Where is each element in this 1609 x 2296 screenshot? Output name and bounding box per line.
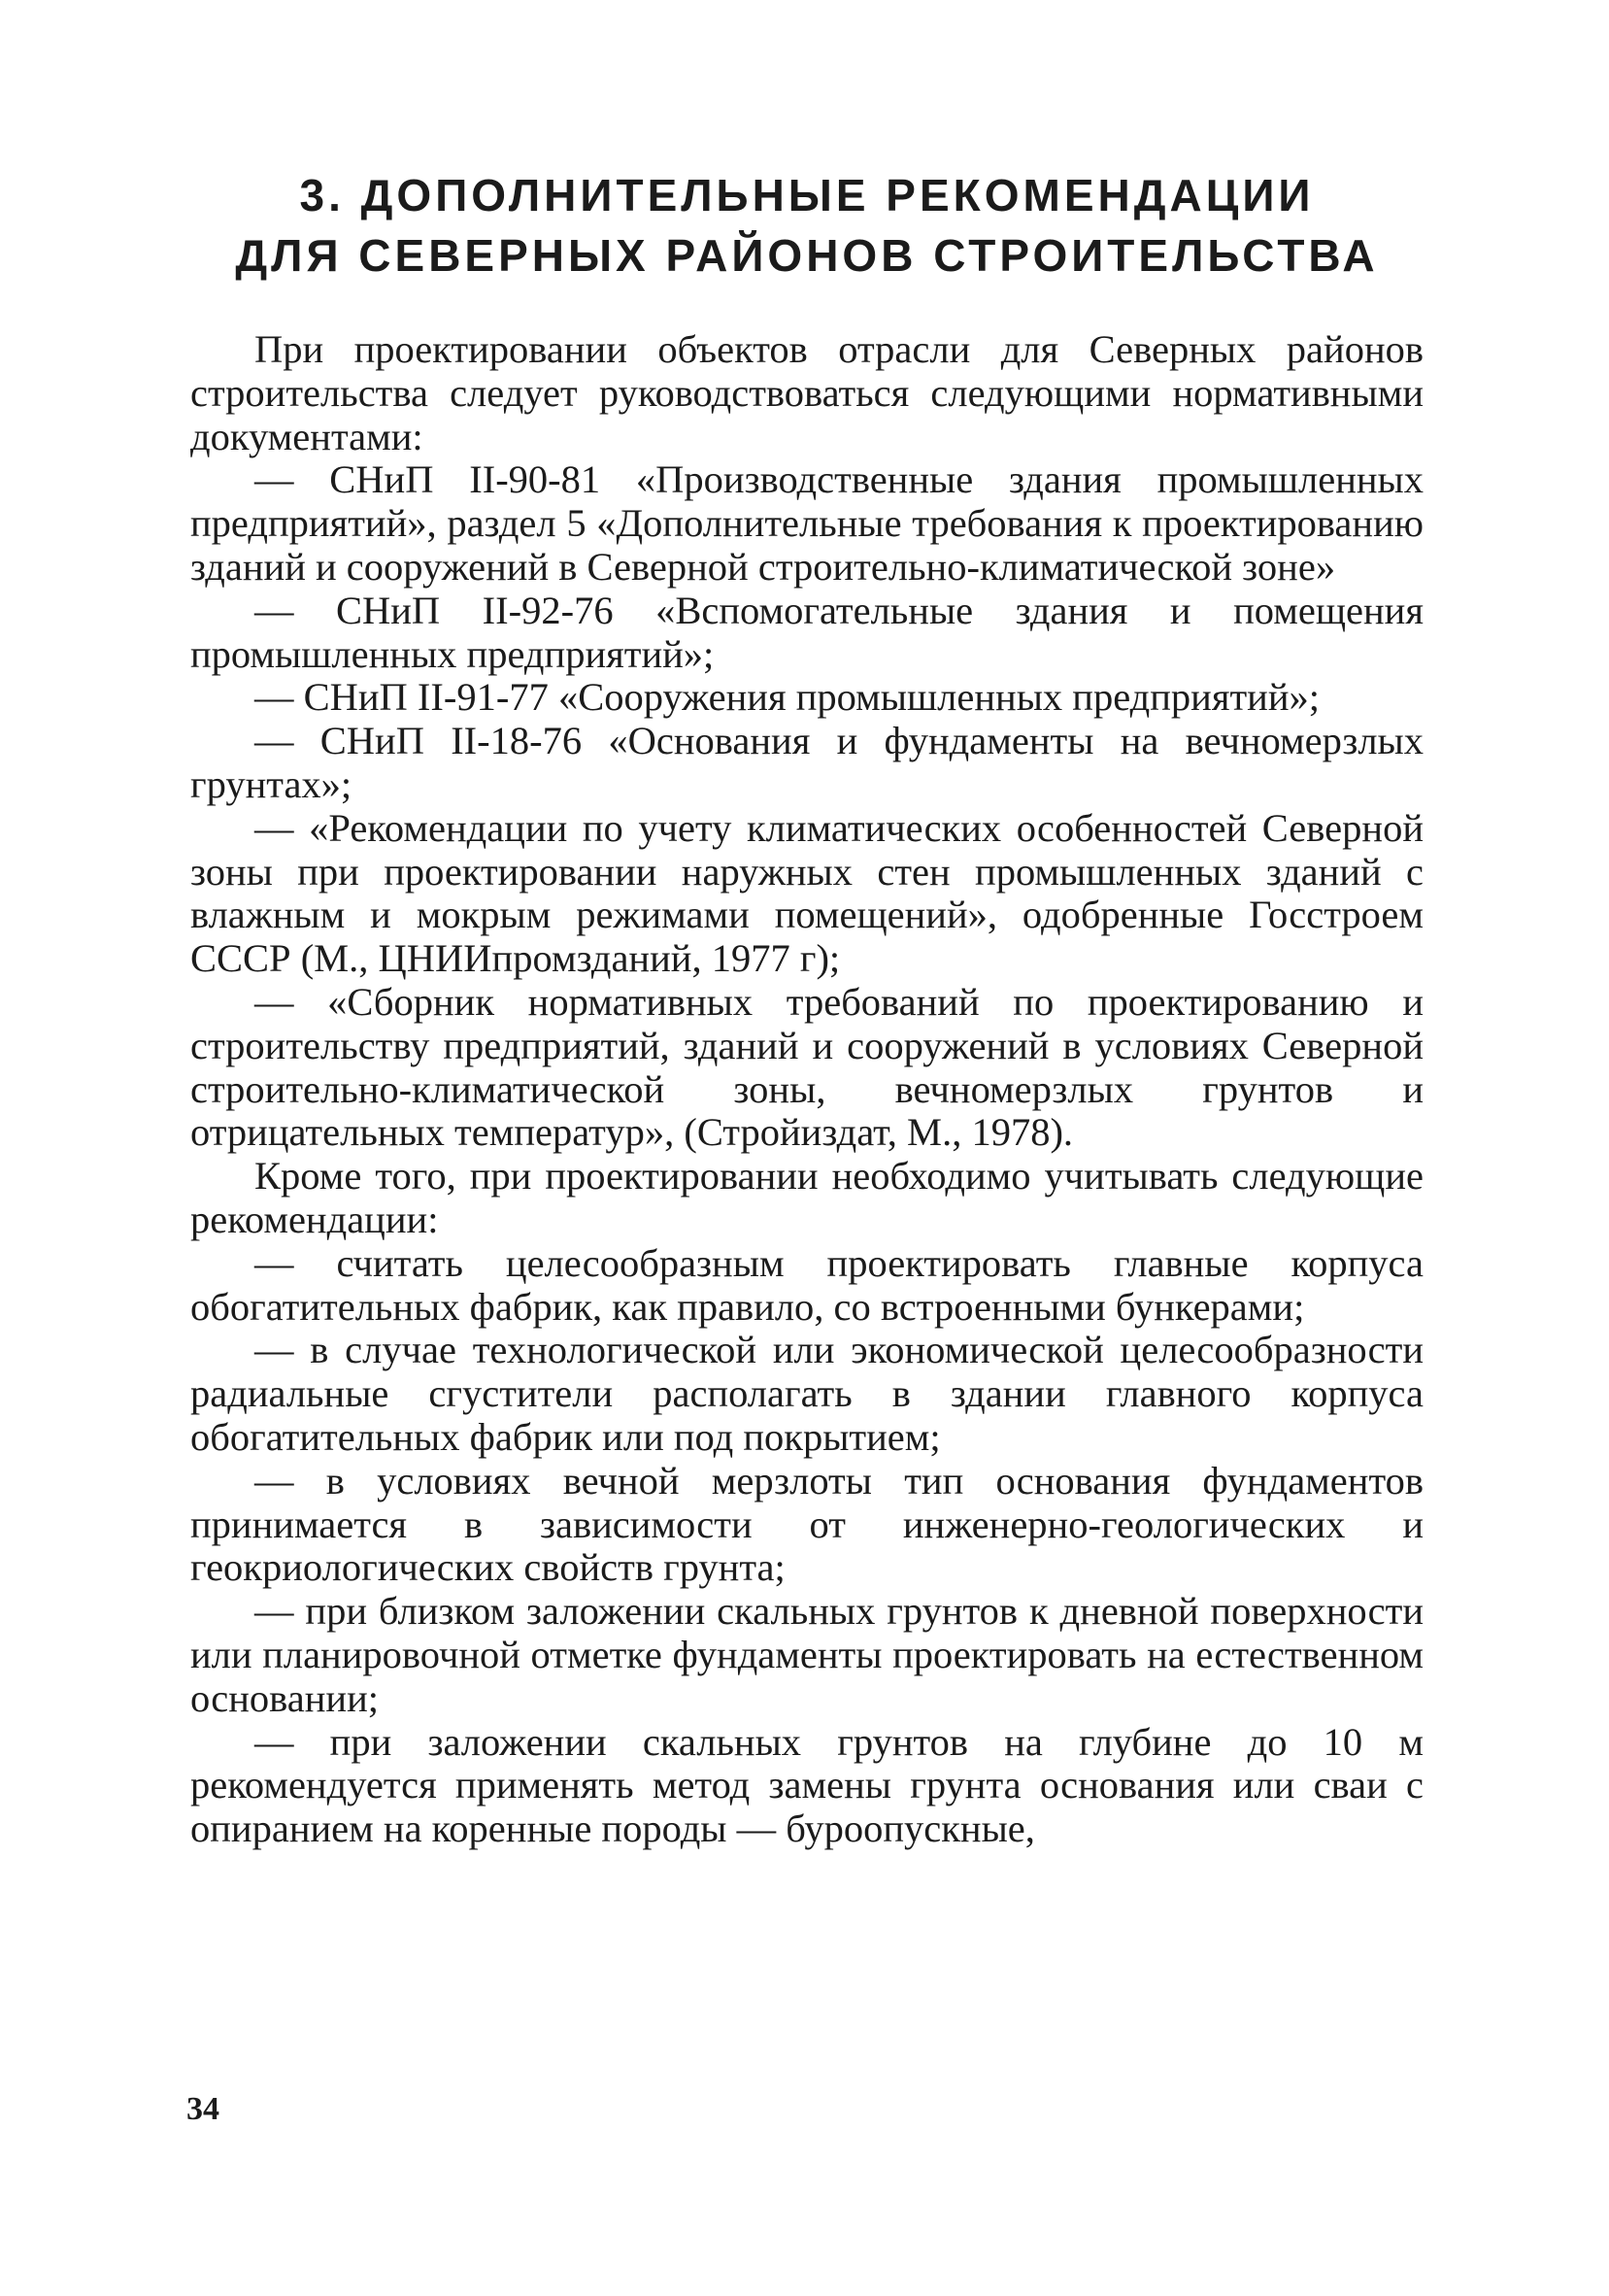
section-heading-line-2: ДЛЯ СЕВЕРНЫХ РАЙОНОВ СТРОИТЕЛЬСТВА <box>235 230 1379 281</box>
paragraph-main-buildings: — считать целесообразным проектировать главные корпуса обогатительных фабрик, как правило, со встроенными бункерами; <box>190 1240 1424 1329</box>
document-page <box>190 165 1424 1851</box>
paragraph-thickeners: — в случае технологической или экономической целесообразности радиальные сгустители располагать в здании главного корпуса обогатительных фабрик или под покрытием; <box>190 1328 1424 1459</box>
paragraph-rock-10m: — при заложении скальных грунтов на глубине до 10 м рекомендуется применять метод замены грунта основания или сваи с опиранием на коренные породы — буроопускные, <box>190 1719 1424 1851</box>
paragraph-snip-18-76: — СНиП II-18-76 «Основания и фундаменты на вечномерзлых грунтах»; <box>190 719 1424 806</box>
paragraph-snip-91-77: — СНиП II-91-77 «Сооружения промышленных предприятий»; <box>254 675 1321 720</box>
section-heading <box>190 165 1424 286</box>
paragraph-snip-90-81: — СНиП II-90-81 «Производственные здания промышленных предприятий», раздел 5 «Дополнительные требования к проектированию зданий и сооружений в Северной строительно-климатической зоне» <box>190 457 1424 589</box>
paragraph-additionally: Кроме того, при проектировании необходимо учитывать следующие рекомендации: <box>190 1154 1424 1241</box>
paragraph-collection-requirements: — «Сборник нормативных требований по проектированию и строительству предприятий, зданий и сооружений в условиях Северной строительно-климатической зоны, вечномерзлых грунтов и отрицательных температур», (Стройиздат, М., 1978). <box>190 979 1424 1155</box>
paragraph-shallow-rock: — при близком заложении скальных грунтов к дневной поверхности или планировочной отметке фундаменты проектировать на естественном основании; <box>190 1589 1424 1720</box>
section-heading-line-1: 3. ДОПОЛНИТЕЛЬНЫЕ РЕКОМЕНДАЦИИ <box>299 170 1315 220</box>
body-text <box>190 328 1424 1851</box>
paragraph-intro: При проектировании объектов отрасли для Северных районов строительства следует руководствоваться следующими нормативными документами: <box>190 327 1424 458</box>
page-number: 34 <box>186 2091 219 2127</box>
paragraph-snip-92-76: — СНиП II-92-76 «Вспомогательные здания и помещения промышленных предприятий»; <box>190 588 1424 676</box>
paragraph-recommendations-climate: — «Рекомендации по учету климатических особенностей Северной зоны при проектировании наружных стен промышленных зданий с влажным и мокрым режимами помещений», одобренные Госстроем СССР (М., ЦНИИпромзданий, 1977 г); <box>190 805 1424 981</box>
paragraph-permafrost-foundations: — в условиях вечной мерзлоты тип основания фундаментов принимается в зависимости от инженерно-геологических и геокриологических свойств грунта; <box>190 1458 1424 1590</box>
